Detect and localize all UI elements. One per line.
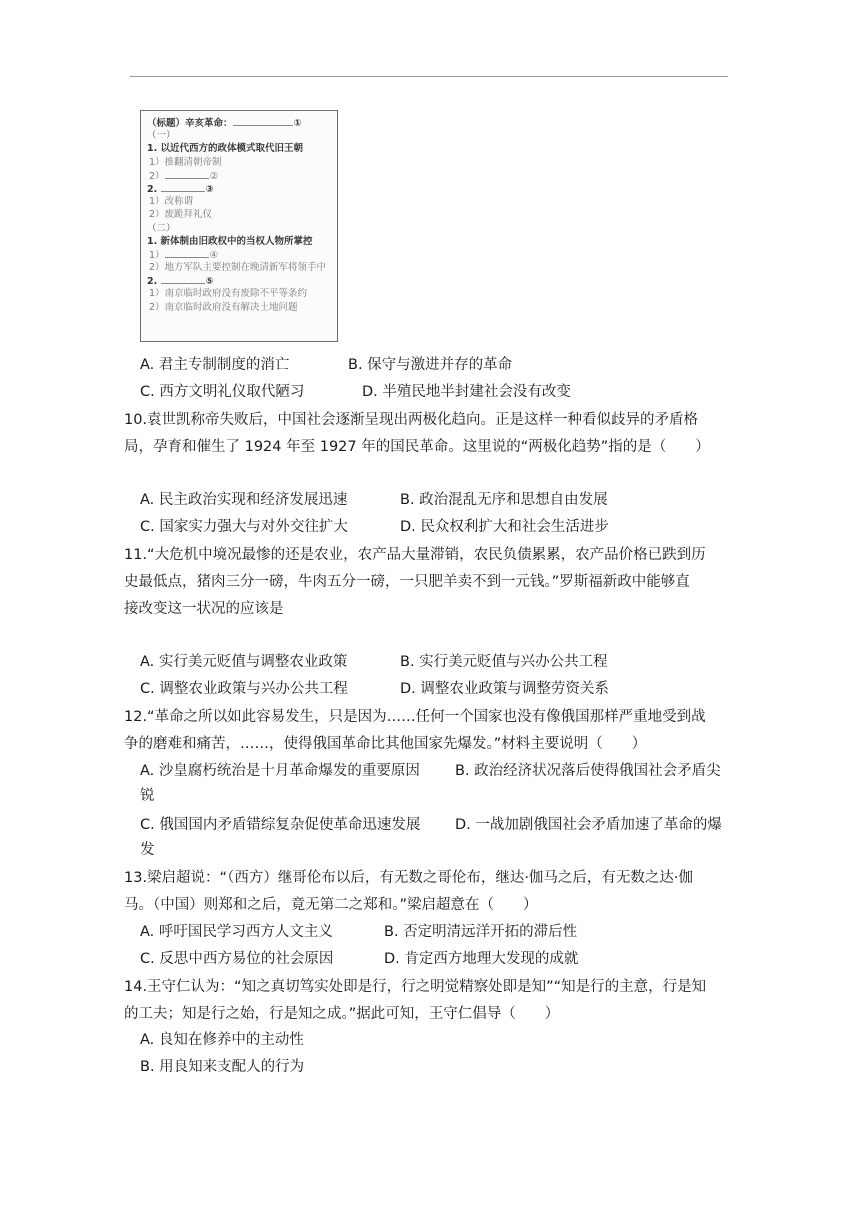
outline-blank-number: ② xyxy=(209,170,219,182)
outline-line-text: （一） xyxy=(147,130,176,142)
q11-option-c[interactable]: C. 调整农业政策与兴办公共工程 xyxy=(140,681,348,697)
outline-line-text: 1. 以近代西方的政体模式取代旧王朝 xyxy=(147,143,304,155)
outline-line xyxy=(147,129,337,142)
q10-option-a[interactable]: A. 民主政治实现和经济发展迅速 xyxy=(140,492,348,508)
outline-blank xyxy=(161,274,205,284)
q12-option-d-cont: 发 xyxy=(140,842,155,858)
q10-option-d[interactable]: D. 民众权利扩大和社会生活进步 xyxy=(400,519,609,535)
q9-option-d[interactable]: D. 半殖民地半封建社会没有改变 xyxy=(362,384,571,400)
header-rule xyxy=(130,76,728,77)
q12-option-c[interactable]: C. 俄国国内矛盾错综复杂促使革命迅速发展 xyxy=(140,817,421,833)
q14-options xyxy=(140,1027,740,1081)
q9-options xyxy=(140,352,740,406)
outline-line xyxy=(147,182,337,195)
outline-line-text: （标题）辛亥革命： xyxy=(147,118,233,129)
outline-line xyxy=(147,287,337,300)
q13-options xyxy=(140,919,740,973)
q11-option-b[interactable]: B. 实行美元贬值与兴办公共工程 xyxy=(400,654,608,670)
outline-line xyxy=(147,195,337,208)
outline-line xyxy=(147,274,337,287)
outline-line-text: 2）废跪拜礼仪 xyxy=(149,209,213,221)
q14-stem: 14.王守仁认为：“知之真切笃实处即是行，行之明觉精察处即是知”“知是行的主意，行是知 的工夫；知是行之始，行是知之成。”据此可知，王守仁倡导（ ） xyxy=(124,979,707,1022)
q11-option-d[interactable]: D. 调整农业政策与调整劳资关系 xyxy=(400,681,609,697)
outline-blank-number: ① xyxy=(293,118,302,129)
q10-option-c[interactable]: C. 国家实力强大与对外交往扩大 xyxy=(140,519,348,535)
q9-option-b[interactable]: B. 保守与激进并存的革命 xyxy=(348,357,513,373)
q13-option-b[interactable]: B. 否定明清远洋开拓的滞后性 xyxy=(384,924,578,940)
outline-line-text: 1）南京临时政府没有废除不平等条约 xyxy=(149,288,308,300)
q12-option-a[interactable]: A. 沙皇腐朽统治是十月革命爆发的重要原因 xyxy=(140,763,420,779)
outline-line xyxy=(147,116,337,129)
q9-option-c[interactable]: C. 西方文明礼仪取代陋习 xyxy=(140,384,305,400)
outline-line xyxy=(147,142,337,155)
outline-line-text: （二） xyxy=(147,222,176,234)
q11-stem: 11.“大危机中境况最惨的还是农业，农产品大量滞销，农民负债累累，农产品价格已跌到历 史最低点，猪肉三分一磅，牛肉五分一磅，一只肥羊卖不到一元钱。”罗斯福新政中能够直 接改变这一状况的应该是 xyxy=(124,547,706,617)
outline-line xyxy=(147,156,337,169)
outline-blank xyxy=(161,182,205,192)
q12-option-b[interactable]: B. 政治经济状况落后使得俄国社会矛盾尖 xyxy=(455,763,721,779)
outline-line-text: 1. 新体制由旧政权中的当权人物所掌控 xyxy=(147,235,313,247)
outline-line xyxy=(147,222,337,235)
outline-line-text: 2. xyxy=(147,183,161,195)
q13-option-c[interactable]: C. 反思中西方易位的社会原因 xyxy=(140,951,334,967)
outline-blank-number: ④ xyxy=(209,249,219,261)
outline-blank-number: ③ xyxy=(205,183,214,195)
q13-stem: 13.梁启超说：“（西方）继哥伦布以后，有无数之哥伦布，继达·伽马之后，有无数之达·伽 马。（中国）则郑和之后，竟无第二之郑和。”梁启超意在（ ） xyxy=(124,870,694,913)
outline-line xyxy=(147,261,337,274)
outline-line-text: 1）推翻清朝帝制 xyxy=(149,156,222,168)
q12-stem: 12.“革命之所以如此容易发生，只是因为……任何一个国家也没有像俄国那样严重地受到战 争的磨难和痛苦，……，使得俄国革命比其他国家先爆发。”材料主要说明（ ） xyxy=(124,709,706,752)
outline-blank xyxy=(165,169,209,179)
q11-option-a[interactable]: A. 实行美元贬值与调整农业政策 xyxy=(140,654,348,670)
outline-line xyxy=(147,301,337,314)
outline-line-text: 1）改称谓 xyxy=(149,196,194,208)
q12-option-b-cont: 锐 xyxy=(140,788,155,804)
q10-options xyxy=(140,487,740,541)
q13-option-d[interactable]: D. 肯定西方地理大发现的成就 xyxy=(384,951,579,967)
q10-option-b[interactable]: B. 政治混乱无序和思想自由发展 xyxy=(400,492,608,508)
outline-line-text: 2）南京临时政府没有解决土地问题 xyxy=(149,301,298,313)
outline-blank xyxy=(233,116,293,126)
outline-figure xyxy=(140,110,338,342)
outline-line xyxy=(147,248,337,261)
q11-options xyxy=(140,649,740,703)
q12-option-d[interactable]: D. 一战加剧俄国社会矛盾加速了革命的爆 xyxy=(455,817,722,833)
outline-line-text: 1） xyxy=(149,249,165,261)
outline-line xyxy=(147,208,337,221)
q10-stem: 10.袁世凯称帝失败后，中国社会逐渐呈现出两极化趋向。正是这样一种看似歧异的矛盾格 局，孕育和催生了 1924 年至 1927 年的国民革命。这里说的“两极化趋势”指的是（ ） xyxy=(124,412,710,455)
q14-option-a[interactable]: A. 良知在修养中的主动性 xyxy=(140,1032,304,1048)
outline-line-text: 2. xyxy=(147,276,161,288)
outline-line xyxy=(147,169,337,182)
q13-option-a[interactable]: A. 呼吁国民学习西方人文主义 xyxy=(140,924,333,940)
outline-line xyxy=(147,235,337,248)
outline-blank-number: ⑤ xyxy=(205,276,214,288)
q9-option-a[interactable]: A. 君主专制制度的消亡 xyxy=(140,357,290,373)
outline-line-text: 2） xyxy=(149,170,165,182)
outline-line-text: 2）地方军队主要控制在晚清新军将领手中 xyxy=(149,262,327,274)
q14-option-b[interactable]: B. 用良知来支配人的行为 xyxy=(140,1059,305,1075)
outline-blank xyxy=(165,248,209,258)
